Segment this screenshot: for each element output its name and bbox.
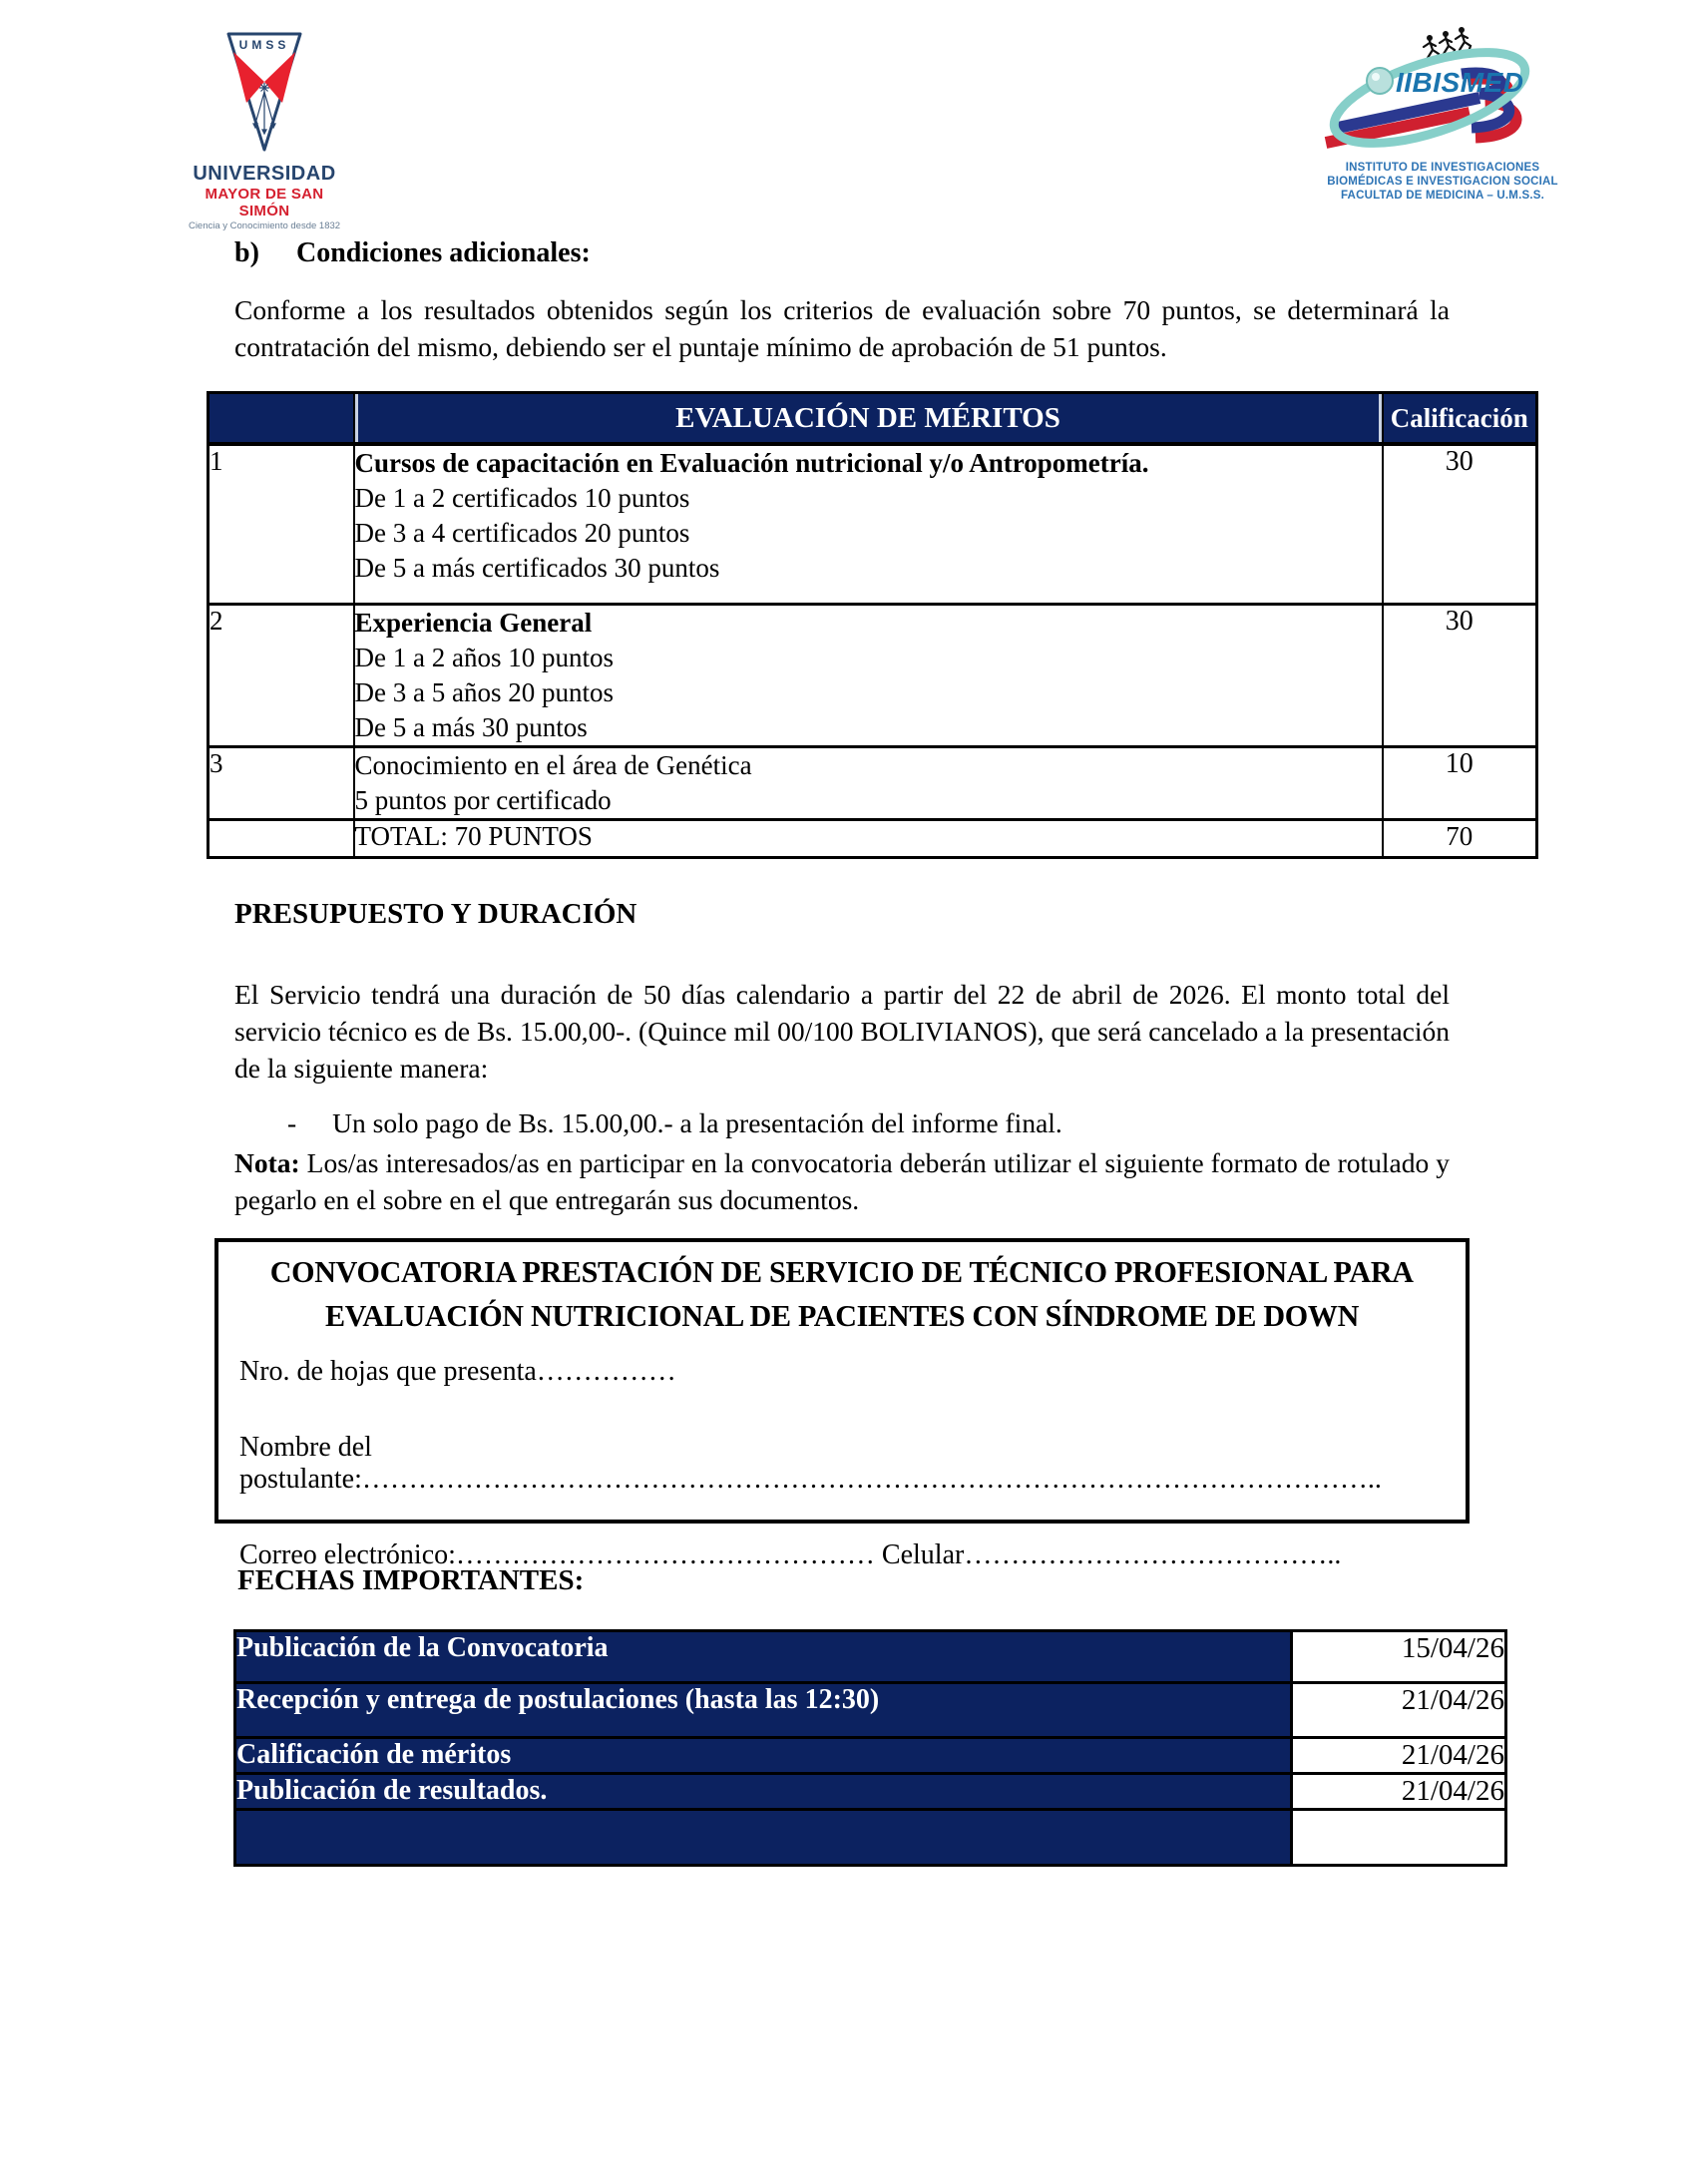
umss-logo bbox=[180, 26, 349, 231]
score-value: 10 bbox=[1383, 746, 1537, 819]
section-heading-condiciones bbox=[234, 237, 591, 269]
criterion-line: 5 puntos por certificado bbox=[354, 784, 612, 815]
paragraph-condiciones: Conforme a los resultados obtenidos según los criterios de evaluación sobre 70 puntos, se determinará la contratación del mismo, debiendo ser el puntaje mínimo de aprobación de 51 puntos. bbox=[234, 294, 1450, 362]
field-correo-celular: Correo electrónico:……………………………………… Celular………………………………….. bbox=[239, 1539, 1342, 1570]
row-number: 3 bbox=[209, 746, 354, 819]
paragraph-presupuesto: El Servicio tendrá una duración de 50 días calendario a partir del 22 de abril de 2026. El monto total del servicio técnico es de Bs. 15.00,00-. (Quince mil 00/100 BOLIVIANOS), que será cancelado a la presentación de la siguiente manera: bbox=[234, 979, 1450, 1084]
merits-row-2 bbox=[209, 604, 1537, 746]
fecha-date bbox=[1292, 1810, 1506, 1866]
box-title bbox=[218, 1250, 1466, 1338]
box-title-line2: EVALUACIÓN NUTRICIONAL DE PACIENTES CON SÍNDROME DE DOWN bbox=[324, 1298, 1360, 1333]
box-title-line1: CONVOCATORIA PRESTACIÓN DE SERVICIO DE TÉCNICO PROFESIONAL PARA bbox=[270, 1254, 1414, 1289]
section-label: b) bbox=[234, 237, 259, 268]
criterion-line: De 3 a 4 certificados 20 puntos bbox=[354, 518, 690, 548]
criterion-line: Conocimiento en el área de Genética bbox=[354, 749, 752, 780]
fecha-row bbox=[235, 1738, 1506, 1774]
criterion-line: De 1 a 2 años 10 puntos bbox=[354, 642, 614, 672]
iibismed-caption-line: FACULTAD DE MEDICINA – U.M.S.S. bbox=[1340, 190, 1545, 202]
fecha-row-label bbox=[235, 1810, 1292, 1866]
iibismed-wordmark: IIBISMED bbox=[1396, 67, 1524, 98]
row-number: 2 bbox=[209, 604, 354, 746]
nota-text: Los/as interesados/as en participar en la convocatoria deberán utilizar el siguiente formato de rotulado y pegarlo en el sobre en el que entregarán sus documentos. bbox=[234, 1147, 1450, 1215]
fecha-row bbox=[235, 1774, 1506, 1810]
row-number: 1 bbox=[209, 444, 354, 604]
fecha-row-label: Publicación de la Convocatoria bbox=[235, 1631, 1292, 1683]
criterion-line: De 5 a más certificados 30 puntos bbox=[354, 553, 720, 583]
criterion-line: De 1 a 2 certificados 10 puntos bbox=[354, 483, 690, 513]
fecha-date: 21/04/26 bbox=[1292, 1683, 1506, 1738]
umss-name: UNIVERSIDAD bbox=[193, 163, 336, 185]
total-label: TOTAL: 70 PUNTOS bbox=[354, 819, 1383, 857]
heading-fechas: FECHAS IMPORTANTES: bbox=[237, 1564, 585, 1596]
field-nro-hojas: Nro. de hojas que presenta…………… bbox=[239, 1356, 676, 1387]
fecha-row bbox=[235, 1683, 1506, 1738]
criterion-line: De 5 a más 30 puntos bbox=[354, 711, 588, 742]
fecha-row bbox=[235, 1631, 1506, 1683]
umss-tagline: Ciencia y Conocimiento desde 1832 bbox=[188, 220, 341, 231]
merits-header-empty bbox=[209, 393, 354, 445]
section-title: Condiciones adicionales: bbox=[296, 237, 591, 268]
fecha-row-empty bbox=[235, 1810, 1506, 1866]
criterion-title: Cursos de capacitación en Evaluación nutricional y/o Antropometría. bbox=[354, 448, 1149, 478]
fecha-date: 21/04/26 bbox=[1292, 1774, 1506, 1810]
nota-label: Nota: bbox=[234, 1147, 300, 1178]
merits-row-3 bbox=[209, 746, 1537, 819]
rotulado-box bbox=[214, 1238, 1470, 1570]
heading-presupuesto: PRESUPUESTO Y DURACIÓN bbox=[234, 898, 637, 930]
umss-triangle-icon bbox=[222, 26, 306, 156]
merits-total-row bbox=[209, 819, 1537, 857]
iibismed-caption-line: BIOMÉDICAS E INVESTIGACION SOCIAL bbox=[1327, 176, 1558, 188]
fecha-date: 15/04/26 bbox=[1292, 1631, 1506, 1683]
score-value: 30 bbox=[1383, 444, 1537, 604]
fecha-row-label: Publicación de resultados. bbox=[235, 1774, 1292, 1810]
total-empty-cell bbox=[209, 819, 354, 857]
fechas-table bbox=[233, 1629, 1507, 1867]
bullet-marker: - bbox=[287, 1107, 297, 1138]
fecha-date: 21/04/26 bbox=[1292, 1738, 1506, 1774]
merits-table bbox=[207, 391, 1538, 859]
sphere-icon bbox=[1367, 68, 1393, 94]
fecha-row-label: Recepción y entrega de postulaciones (hasta las 12:30) bbox=[235, 1683, 1292, 1738]
score-value: 30 bbox=[1383, 604, 1537, 746]
merits-row-1 bbox=[209, 444, 1537, 604]
payment-bullet bbox=[234, 1107, 1062, 1139]
bullet-text: Un solo pago de Bs. 15.00,00.- a la presentación del informe final. bbox=[332, 1107, 1062, 1138]
iibismed-caption-line: INSTITUTO DE INVESTIGACIONES bbox=[1345, 162, 1540, 174]
merits-header-score: Calificación bbox=[1383, 393, 1537, 445]
fecha-row-label: Calificación de méritos bbox=[235, 1738, 1292, 1774]
merits-header-row bbox=[209, 393, 1537, 445]
umss-acronym: UMSS bbox=[238, 38, 290, 52]
nota-paragraph bbox=[234, 1144, 1450, 1218]
field-nombre: Nombre del postulante:……………………………………………………………………………………………….. bbox=[239, 1432, 1382, 1495]
criterion-title: Experiencia General bbox=[354, 607, 593, 638]
iibismed-logo bbox=[1315, 26, 1570, 203]
total-score: 70 bbox=[1383, 819, 1537, 857]
iibismed-orbit-icon bbox=[1318, 26, 1567, 152]
umss-subname: MAYOR DE SAN SIMÓN bbox=[205, 186, 324, 219]
criterion-line: De 3 a 5 años 20 puntos bbox=[354, 676, 614, 707]
merits-header-title: EVALUACIÓN DE MÉRITOS bbox=[354, 393, 1383, 445]
